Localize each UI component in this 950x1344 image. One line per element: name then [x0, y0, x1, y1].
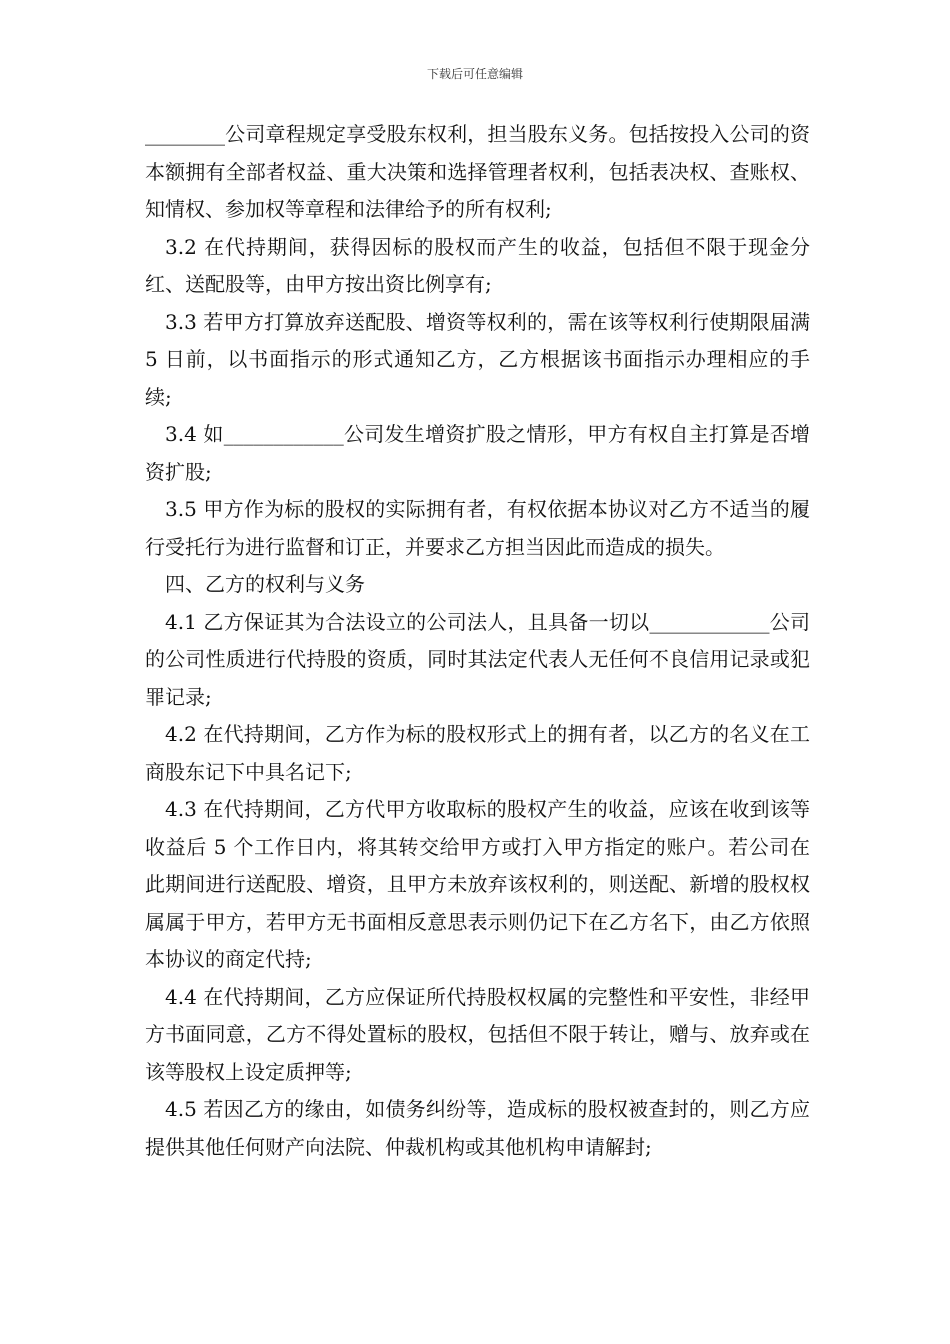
page-header-note: 下载后可任意编辑 — [426, 67, 523, 81]
paragraph-4-2: 4.2 在代持期间，乙方作为标的股权形式上的拥有者，以乙方的名义在工商股东记下中具名记下; — [145, 722, 810, 784]
paragraph-shareholder-rights: ________公司章程规定享受股东权利，担当股东义务。包括按投入公司的资本额拥有全部者权益、重大决策和选择管理者权利，包括表决权、查账权、知情权、参加权等章程和法律给予的所有权利; — [145, 122, 810, 221]
paragraph-4-3: 4.3 在代持期间，乙方代甲方收取标的股权产生的收益，应该在收到该等收益后 5 个工作日内，将其转交给甲方或打入甲方指定的账户。若公司在此期间进行送配股、增资，且甲方未放弃该权利的，则送配、新增的股权权属属于甲方，若甲方无书面相反意思表示则仍记下在乙方名下，由乙方依照本协议的商定代持; — [145, 797, 810, 971]
paragraph-3-3: 3.3 若甲方打算放弃送配股、增资等权利的，需在该等权利行使期限届满 5 日前，以书面指示的形式通知乙方，乙方根据该书面指示办理相应的手续; — [145, 309, 810, 409]
section-heading-party-b-rights: 四、乙方的权利与义务 — [165, 572, 365, 596]
paragraph-4-4: 4.4 在代持期间，乙方应保证所代持股权权属的完整性和平安性，非经甲方书面同意，乙方不得处置标的股权，包括但不限于转让，赠与、放弃或在该等股权上设定质押等; — [145, 984, 810, 1084]
paragraph-3-2: 3.2 在代持期间，获得因标的股权而产生的收益，包括但不限于现金分红、送配股等，由甲方按出资比例享有; — [145, 234, 810, 296]
paragraph-4-1: 4.1 乙方保证其为合法设立的公司法人，且具备一切以____________公司的公司性质进行代持股的资质，同时其法定代表人无任何不良信用记录或犯罪记录; — [145, 609, 810, 709]
document-body — [145, 116, 810, 1166]
paragraph-4-5: 4.5 若因乙方的缘由，如债务纠纷等，造成标的股权被查封的，则乙方应提供其他任何财产向法院、仲裁机构或其他机构申请解封; — [145, 1097, 810, 1159]
paragraph-3-5: 3.5 甲方作为标的股权的实际拥有者，有权依据本协议对乙方不适当的履行受托行为进行监督和订正，并要求乙方担当因此而造成的损失。 — [145, 497, 810, 559]
paragraph-3-4: 3.4 如____________公司发生增资扩股之情形，甲方有权自主打算是否增资扩股; — [145, 422, 810, 484]
